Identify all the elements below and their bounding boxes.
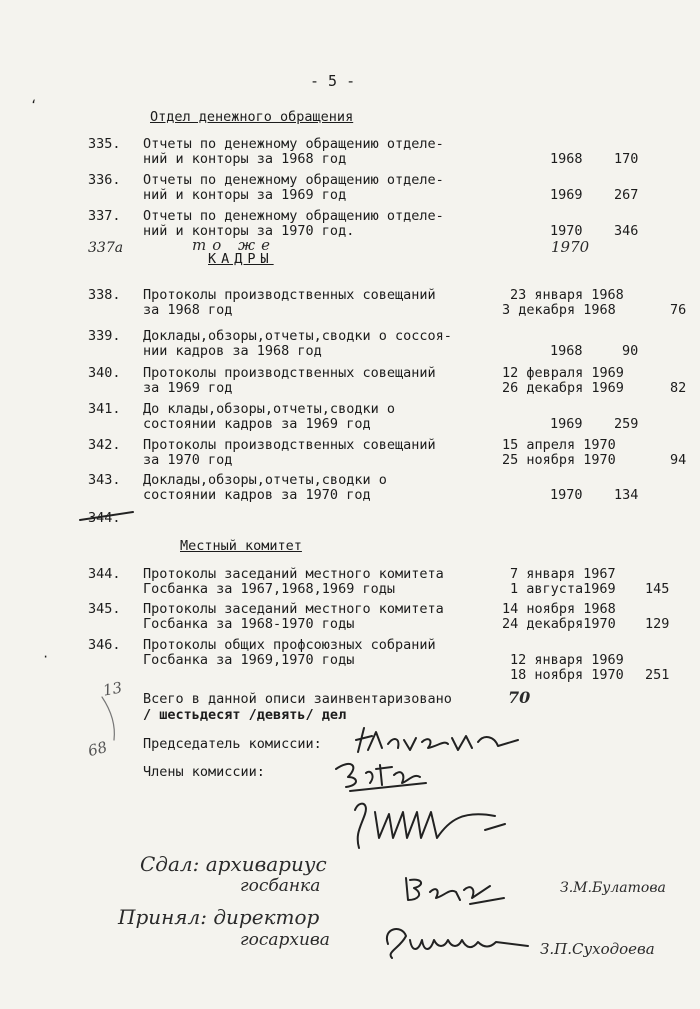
row-date-start: 14 ноября 1968 xyxy=(502,601,616,617)
row-year: 1968 xyxy=(550,151,583,167)
row-count: 90 xyxy=(622,343,639,359)
sdal-org: госбанка xyxy=(240,876,321,896)
row-date-start: 15 апреля 1970 xyxy=(502,437,616,453)
prinyal-name: З.П.Суходоева xyxy=(540,940,655,958)
row-count: 94 xyxy=(670,452,687,468)
row-date-start: 23 января 1968 xyxy=(510,287,624,303)
row-number: 340. xyxy=(88,365,121,381)
row-title: Доклады,обзоры,отчеты,сводки о xyxy=(143,472,387,488)
row-year: 1968 xyxy=(550,343,583,359)
row-number: 341. xyxy=(88,401,121,417)
section-title-kadry: КАДРЫ xyxy=(208,251,274,267)
section-title-money: Отдел денежного обращения xyxy=(150,109,354,125)
row-date-end: 3 декабря 1968 xyxy=(502,302,616,318)
row-number: 338. xyxy=(88,287,121,303)
row-title: Госбанка за 1969,1970 годы xyxy=(143,652,355,668)
row-number: 337. xyxy=(88,208,121,224)
sdal-signature xyxy=(400,868,510,908)
row-title: состоянии кадров за 1970 год xyxy=(143,487,371,503)
row-number: 339. xyxy=(88,328,121,344)
row-number: 346. xyxy=(88,637,121,653)
sdal-label: Сдал: архивариус xyxy=(140,852,327,876)
row-date-end: 24 декабря1970 xyxy=(502,616,616,632)
row-title: за 1969 год xyxy=(143,380,233,396)
row-title: ний и конторы за 1968 год xyxy=(143,151,347,167)
chair-label: Председатель комиссии: xyxy=(143,736,322,752)
row-date-start: 12 января 1969 xyxy=(510,652,624,668)
row-count: 82 xyxy=(670,380,687,396)
row-title: Протоколы производственных совещаний xyxy=(143,437,436,453)
handwritten-row-number: 337а xyxy=(88,240,124,256)
row-count: 267 xyxy=(614,187,639,203)
row-number: 344. xyxy=(88,566,121,582)
row-title: состоянии кадров за 1969 год xyxy=(143,416,371,432)
row-title: нии кадров за 1968 год xyxy=(143,343,322,359)
row-title: за 1968 год xyxy=(143,302,233,318)
row-count: 145 xyxy=(645,581,670,597)
margin-note: 13 xyxy=(101,678,124,700)
row-number: 343. xyxy=(88,472,121,488)
prinyal-label: Принял: директор xyxy=(118,905,320,929)
row-title: Протоколы заседаний местного комитета xyxy=(143,566,444,582)
prinyal-org: госархива xyxy=(240,930,330,950)
row-date-end: 25 ноября 1970 xyxy=(502,452,616,468)
member-signature-1 xyxy=(330,755,440,795)
row-title: за 1970 год xyxy=(143,452,233,468)
page-number: - 5 - xyxy=(310,72,356,90)
row-title: Госбанка за 1968-1970 годы xyxy=(143,616,355,632)
total-handwritten: 70 xyxy=(508,688,531,707)
row-title: ний и конторы за 1969 год xyxy=(143,187,347,203)
row-date-end: 18 ноября 1970 xyxy=(510,667,624,683)
row-number: 342. xyxy=(88,437,121,453)
row-count: 346 xyxy=(614,223,639,239)
edge-mark: ‘ xyxy=(30,98,38,112)
handwritten-ditto: то же xyxy=(192,236,276,254)
row-count: 170 xyxy=(614,151,639,167)
row-date-start: 7 января 1967 xyxy=(510,566,616,582)
row-title: Госбанка за 1967,1968,1969 годы xyxy=(143,581,395,597)
section-title-local: Местный комитет xyxy=(180,538,302,554)
row-title: Отчеты по денежному обращению отделе- xyxy=(143,136,444,152)
row-date-end: 1 августа1969 xyxy=(510,581,616,597)
prinyal-signature xyxy=(378,918,538,968)
row-count: 76 xyxy=(670,302,687,318)
row-number: 335. xyxy=(88,136,121,152)
row-number: 345. xyxy=(88,601,121,617)
row-year: 1970 xyxy=(550,223,583,239)
row-number: 336. xyxy=(88,172,121,188)
margin-pencil-mark xyxy=(96,695,126,745)
row-count: 134 xyxy=(614,487,639,503)
row-date-end: 26 декабря 1969 xyxy=(502,380,624,396)
row-title: Протоколы производственных совещаний xyxy=(143,287,436,303)
row-date-start: 12 февраля 1969 xyxy=(502,365,624,381)
edge-mark: · xyxy=(42,650,50,664)
members-label: Члены комиссии: xyxy=(143,764,265,780)
row-title: Отчеты по денежному обращению отделе- xyxy=(143,208,444,224)
sdal-name: З.М.Булатова xyxy=(560,880,666,896)
row-title: Доклады,обзоры,отчеты,сводки о соссоя- xyxy=(143,328,452,344)
margin-note: 68 xyxy=(85,737,110,761)
row-count: 129 xyxy=(645,616,670,632)
total-line: Всего в данной описи заинвентаризовано xyxy=(143,691,452,707)
row-year: 1969 xyxy=(550,187,583,203)
row-title: До клады,обзоры,отчеты,сводки о xyxy=(143,401,395,417)
row-count: 251 xyxy=(645,667,670,683)
row-year: 1969 xyxy=(550,416,583,432)
total-in-words: / шестьдесят /девять/ дел xyxy=(143,707,347,723)
row-title: Отчеты по денежному обращению отделе- xyxy=(143,172,444,188)
row-title: Протоколы заседаний местного комитета xyxy=(143,601,444,617)
row-year: 1970 xyxy=(550,487,583,503)
strikeout-mark xyxy=(78,506,148,526)
row-count: 259 xyxy=(614,416,639,432)
member-signature-2 xyxy=(345,790,515,860)
row-title: Протоколы общих профсоюзных собраний xyxy=(143,637,436,653)
row-title: ний и конторы за 1970 год. xyxy=(143,223,355,239)
handwritten-year: 1970 xyxy=(551,238,590,256)
struck-row-number: 344. xyxy=(88,510,121,526)
row-title: Протоколы производственных совещаний xyxy=(143,365,436,381)
